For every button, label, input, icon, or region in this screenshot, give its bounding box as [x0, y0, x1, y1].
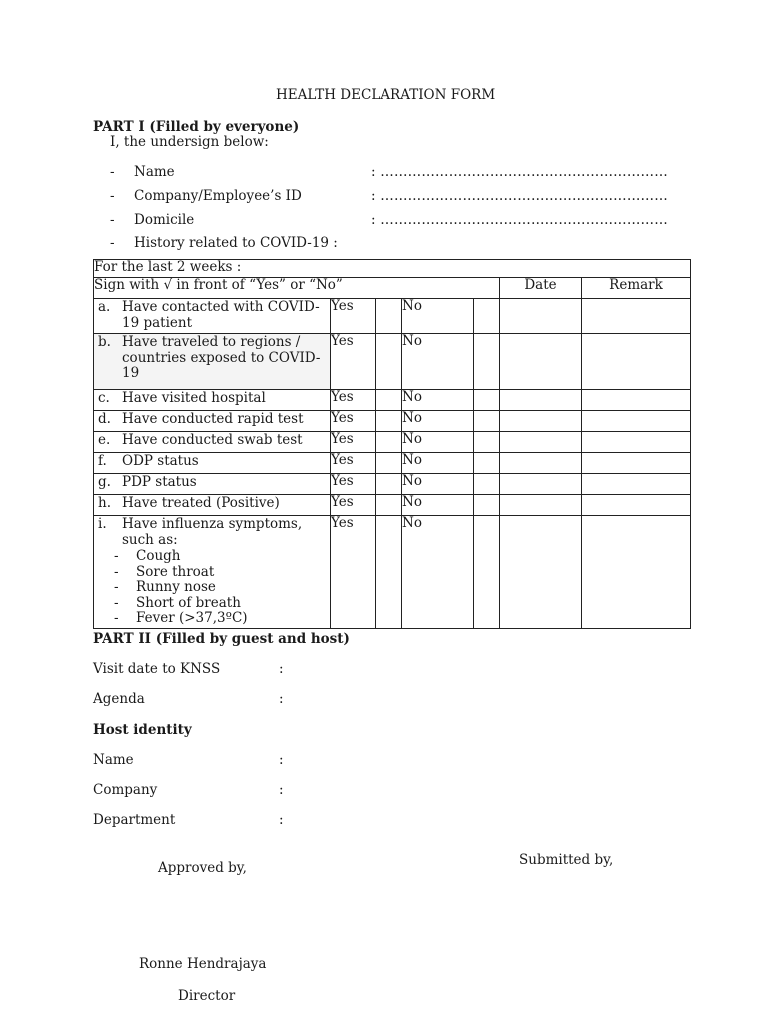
approved-by-label: Approved by,: [158, 860, 247, 876]
yes-label: Yes: [331, 432, 376, 453]
host-name-field[interactable]: :: [279, 752, 284, 768]
yes-checkbox[interactable]: [376, 516, 402, 629]
visit-date-label: Visit date to KNSS: [93, 661, 221, 677]
no-checkbox[interactable]: [474, 432, 500, 453]
table-row: [94, 299, 691, 334]
host-name-row: [0, 752, 768, 770]
remark-cell[interactable]: [582, 474, 691, 495]
remark-cell[interactable]: [582, 432, 691, 453]
row-letter: d.: [98, 411, 111, 427]
symptom-sore-throat: Sore throat: [136, 563, 215, 580]
date-cell[interactable]: [500, 299, 582, 334]
list-dash: -: [110, 235, 115, 251]
date-cell[interactable]: [500, 453, 582, 474]
agenda-row: [0, 691, 768, 709]
host-company-field[interactable]: :: [279, 782, 284, 798]
no-label: No: [402, 474, 474, 495]
date-cell[interactable]: [500, 516, 582, 629]
no-checkbox[interactable]: [474, 495, 500, 516]
no-label: No: [402, 299, 474, 334]
yes-checkbox[interactable]: [376, 474, 402, 495]
no-label: No: [402, 495, 474, 516]
symptom-short-of-breath: Short of breath: [136, 594, 241, 611]
no-label: No: [402, 432, 474, 453]
row-letter: b.: [98, 334, 111, 350]
remark-cell[interactable]: [582, 334, 691, 390]
part1-field-company: [0, 188, 768, 206]
remark-cell[interactable]: [582, 495, 691, 516]
remark-cell[interactable]: [582, 390, 691, 411]
list-item: [94, 580, 330, 596]
list-dash: -: [114, 548, 119, 564]
no-checkbox[interactable]: [474, 299, 500, 334]
no-label: No: [402, 411, 474, 432]
no-checkbox[interactable]: [474, 474, 500, 495]
list-item: [94, 549, 330, 565]
list-dash: -: [110, 212, 115, 228]
no-checkbox[interactable]: [474, 453, 500, 474]
part1-heading: PART I (Filled by everyone): [93, 119, 300, 135]
yes-label: Yes: [331, 474, 376, 495]
date-cell[interactable]: [500, 474, 582, 495]
row-question: PDP status: [122, 474, 197, 490]
table-row: [94, 453, 691, 474]
yes-checkbox[interactable]: [376, 432, 402, 453]
table-row: [94, 432, 691, 453]
row-question: Have treated (Positive): [122, 495, 280, 511]
row-question: Have traveled to regions / countries exposed to COVID-19: [122, 334, 321, 381]
visit-date-row: [0, 661, 768, 679]
approver-title: Director: [178, 988, 236, 1004]
no-label: No: [402, 453, 474, 474]
yes-checkbox[interactable]: [376, 495, 402, 516]
host-company-label: Company: [93, 782, 158, 798]
domicile-field[interactable]: : ………………………………………………………: [371, 212, 668, 228]
date-cell[interactable]: [500, 432, 582, 453]
row-letter: f.: [98, 453, 107, 469]
yes-label: Yes: [331, 411, 376, 432]
host-department-label: Department: [93, 812, 176, 828]
symptom-list: [94, 549, 330, 627]
row-question: ODP status: [122, 453, 199, 469]
table-row: [94, 516, 691, 629]
no-checkbox[interactable]: [474, 390, 500, 411]
host-company-row: [0, 782, 768, 800]
no-checkbox[interactable]: [474, 516, 500, 629]
remark-cell[interactable]: [582, 411, 691, 432]
row-question: Have conducted rapid test: [122, 411, 304, 427]
row-letter: i.: [98, 516, 107, 532]
history-label: History related to COVID-19 :: [134, 235, 338, 251]
symptom-cough: Cough: [136, 548, 181, 564]
date-cell[interactable]: [500, 334, 582, 390]
remark-cell[interactable]: [582, 299, 691, 334]
list-item: [94, 611, 330, 627]
date-cell[interactable]: [500, 411, 582, 432]
domicile-label: Domicile: [134, 212, 195, 228]
form-title: HEALTH DECLARATION FORM: [276, 87, 496, 103]
list-dash: -: [114, 563, 119, 580]
table-row: [94, 474, 691, 495]
table-row: [94, 411, 691, 432]
yes-label: Yes: [331, 495, 376, 516]
yes-label: Yes: [331, 334, 376, 390]
host-name-label: Name: [93, 752, 134, 768]
date-cell[interactable]: [500, 495, 582, 516]
row-question: Have conducted swab test: [122, 432, 303, 448]
name-label: Name: [134, 164, 175, 180]
symptom-runny-nose: Runny nose: [136, 579, 216, 595]
company-id-field[interactable]: : ………………………………………………………: [371, 188, 668, 204]
row-letter: h.: [98, 495, 111, 511]
remark-header: Remark: [582, 278, 691, 299]
instruction-header: Sign with √ in front of “Yes” or “No”: [94, 278, 500, 299]
row-letter: c.: [98, 390, 110, 406]
no-label: No: [402, 390, 474, 411]
list-dash: -: [110, 164, 115, 180]
table-row: [94, 495, 691, 516]
no-label: No: [402, 516, 474, 629]
covid-history-table: [93, 259, 691, 629]
approver-name: Ronne Hendrajaya: [139, 956, 267, 972]
yes-checkbox[interactable]: [376, 334, 402, 390]
part1-field-name: [0, 164, 768, 182]
yes-label: Yes: [331, 516, 376, 629]
host-identity-heading: Host identity: [93, 722, 192, 738]
part2-heading: PART II (Filled by guest and host): [93, 631, 350, 647]
yes-label: Yes: [331, 299, 376, 334]
period-header: For the last 2 weeks :: [94, 260, 691, 278]
date-cell[interactable]: [500, 390, 582, 411]
host-department-field[interactable]: :: [279, 812, 284, 828]
part1-intro: I, the undersign below:: [110, 134, 269, 150]
agenda-field[interactable]: :: [279, 691, 284, 707]
yes-checkbox[interactable]: [376, 453, 402, 474]
date-header: Date: [500, 278, 582, 299]
row-question: Have contacted with COVID-19 patient: [122, 299, 320, 331]
remark-cell[interactable]: [582, 516, 691, 629]
list-dash: -: [114, 579, 119, 595]
no-checkbox[interactable]: [474, 411, 500, 432]
remark-cell[interactable]: [582, 453, 691, 474]
yes-label: Yes: [331, 390, 376, 411]
no-checkbox[interactable]: [474, 334, 500, 390]
list-dash: -: [110, 188, 115, 204]
row-letter: g.: [98, 474, 111, 490]
no-label: No: [402, 334, 474, 390]
list-dash: -: [114, 610, 119, 626]
agenda-label: Agenda: [93, 691, 145, 707]
yes-label: Yes: [331, 453, 376, 474]
yes-checkbox[interactable]: [376, 411, 402, 432]
list-item: [94, 596, 330, 612]
row-letter: e.: [98, 432, 111, 448]
table-row: [94, 390, 691, 411]
host-department-row: [0, 812, 768, 830]
row-question: Have influenza symptoms, such as:: [122, 516, 303, 548]
row-letter: a.: [98, 299, 111, 315]
part1-field-domicile: [0, 212, 768, 230]
name-field[interactable]: : ………………………………………………………: [371, 164, 668, 180]
list-item: [94, 565, 330, 581]
company-id-label: Company/Employee’s ID: [134, 188, 302, 204]
submitted-by-label: Submitted by,: [519, 852, 614, 868]
table-row: [94, 334, 691, 390]
visit-date-field[interactable]: :: [279, 661, 284, 677]
list-dash: -: [114, 594, 119, 611]
part1-field-history: [0, 235, 768, 253]
yes-checkbox[interactable]: [376, 390, 402, 411]
row-question: Have visited hospital: [122, 390, 266, 406]
yes-checkbox[interactable]: [376, 299, 402, 334]
symptom-fever: Fever (>37,3ºC): [136, 610, 248, 626]
